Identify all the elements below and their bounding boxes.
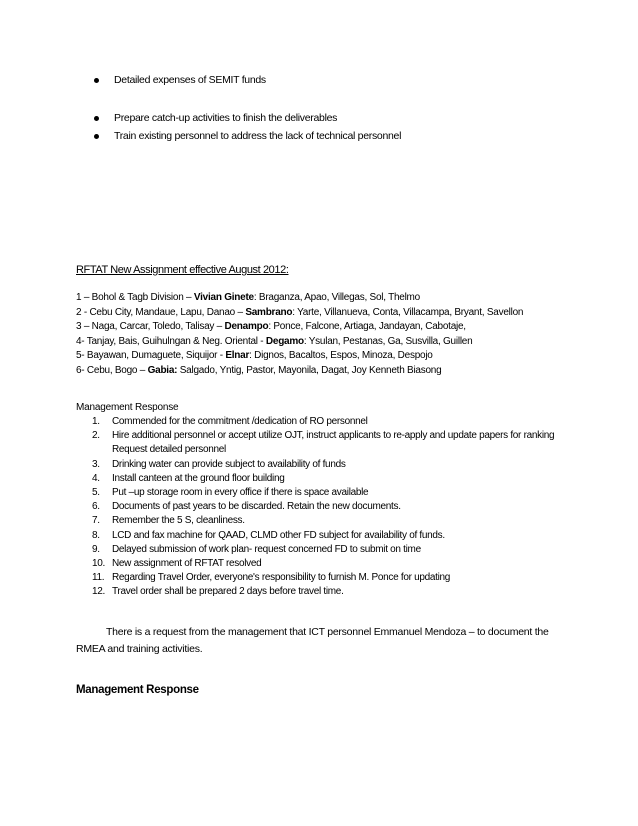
item-number: 6. (92, 501, 100, 513)
item-number: 5. (92, 486, 100, 498)
assignment-members: : Dignos, Bacaltos, Espos, Minoza, Despojo (249, 350, 433, 361)
item-number: 9. (92, 543, 100, 555)
assignment-lead: Elnar (225, 350, 250, 361)
item-number: 3. (92, 458, 100, 470)
assignment-line (76, 321, 523, 336)
bullet-text: Detailed expenses of SEMIT funds (114, 74, 266, 86)
item-number: 1. (92, 416, 100, 427)
assignment-members: : Braganza, Apao, Villegas, Sol, Thelmo (253, 292, 420, 303)
assignment-heading: RFTAT New Assignment effective August 2012: (76, 264, 289, 276)
bullet-icon (94, 116, 99, 121)
management-response-heading: Management Response (76, 684, 199, 696)
management-response-title: Management Response (76, 402, 179, 413)
assignment-lead: Degamo (265, 335, 304, 347)
item-number: 2. (92, 430, 100, 442)
assignment-lead: Denampo (224, 321, 269, 332)
bullet-text: Prepare catch-up activities to finish the deliverables (114, 112, 338, 124)
assignment-members: : Ysulan, Pestanas, Ga, Susvilla, Guillen (303, 335, 473, 347)
item-text: Install canteen at the ground floor building (112, 472, 285, 484)
assignment-lead: Vivian Ginete (193, 292, 254, 303)
assignment-area: 4- Tanjay, Bais, Guihulngan & Neg. Oriental - (76, 335, 266, 347)
assignment-line (76, 307, 523, 322)
item-text: New assignment of RFTAT resolved (112, 557, 262, 569)
assignment-lead: Gabia: (147, 364, 178, 376)
assignment-members: Salgado, Yntig, Pastor, Mayonila, Dagat, Joy Kenneth Biasong (177, 364, 442, 376)
item-number: 7. (92, 515, 100, 527)
assignment-members: : Ponce, Falcone, Artiaga, Jandayan, Cabotaje, (268, 321, 466, 332)
assignment-line (76, 350, 523, 365)
paragraph-text: There is a request from the management that ICT personnel Emmanuel Mendoza – to document the RMEA and training activities. (76, 626, 549, 655)
item-number: 8. (92, 529, 100, 541)
item-text: Request detailed personnel (112, 444, 226, 456)
item-text: Documents of past years to be discarded. Retain the new documents. (112, 501, 401, 513)
item-text: Hire additional personnel or accept utilize OJT, instruct applicants to re-apply and update papers for ranking (112, 430, 555, 442)
item-text: Regarding Travel Order, everyone's responsibility to furnish M. Ponce for updating (112, 572, 451, 584)
item-text: Travel order shall be prepared 2 days before travel time. (112, 586, 344, 598)
item-text: Remember the 5 S, cleanliness. (112, 515, 245, 527)
assignment-area: 1 – Bohol & Tagb Division – (76, 292, 194, 303)
assignment-area: 3 – Naga, Carcar, Toledo, Talisay – (76, 321, 225, 332)
assignment-list (76, 292, 523, 379)
item-text: LCD and fax machine for QAAD, CLMD other FD subject for availability of funds. (112, 529, 445, 541)
item-number: 4. (92, 472, 100, 484)
item-text: Commended for the commitment /dedication of RO personnel (112, 416, 368, 427)
bullet-icon (94, 78, 99, 83)
bullet-text: Train existing personnel to address the lack of technical personnel (114, 130, 402, 142)
item-text: Put –up storage room in every office if there is space available (112, 486, 369, 498)
item-number: 11. (92, 572, 105, 584)
assignment-line (76, 292, 523, 307)
assignment-area: 2 - Cebu City, Mandaue, Lapu, Danao – (76, 306, 246, 318)
item-text: Drinking water can provide subject to availability of funds (112, 458, 346, 470)
assignment-lead: Sambrano (245, 306, 293, 318)
item-number: 12. (92, 586, 106, 598)
bullet-icon (94, 134, 99, 139)
assignment-line (76, 365, 523, 380)
assignment-line (76, 336, 523, 351)
ict-request-paragraph (76, 624, 576, 658)
assignment-area: 6- Cebu, Bogo – (76, 364, 148, 376)
assignment-area: 5- Bayawan, Dumaguete, Siquijor - (76, 350, 226, 361)
item-number: 10. (92, 557, 106, 569)
assignment-members: : Yarte, Villanueva, Conta, Villacampa, Bryant, Savellon (292, 306, 524, 318)
item-text: Delayed submission of work plan- request concerned FD to submit on time (112, 543, 421, 555)
